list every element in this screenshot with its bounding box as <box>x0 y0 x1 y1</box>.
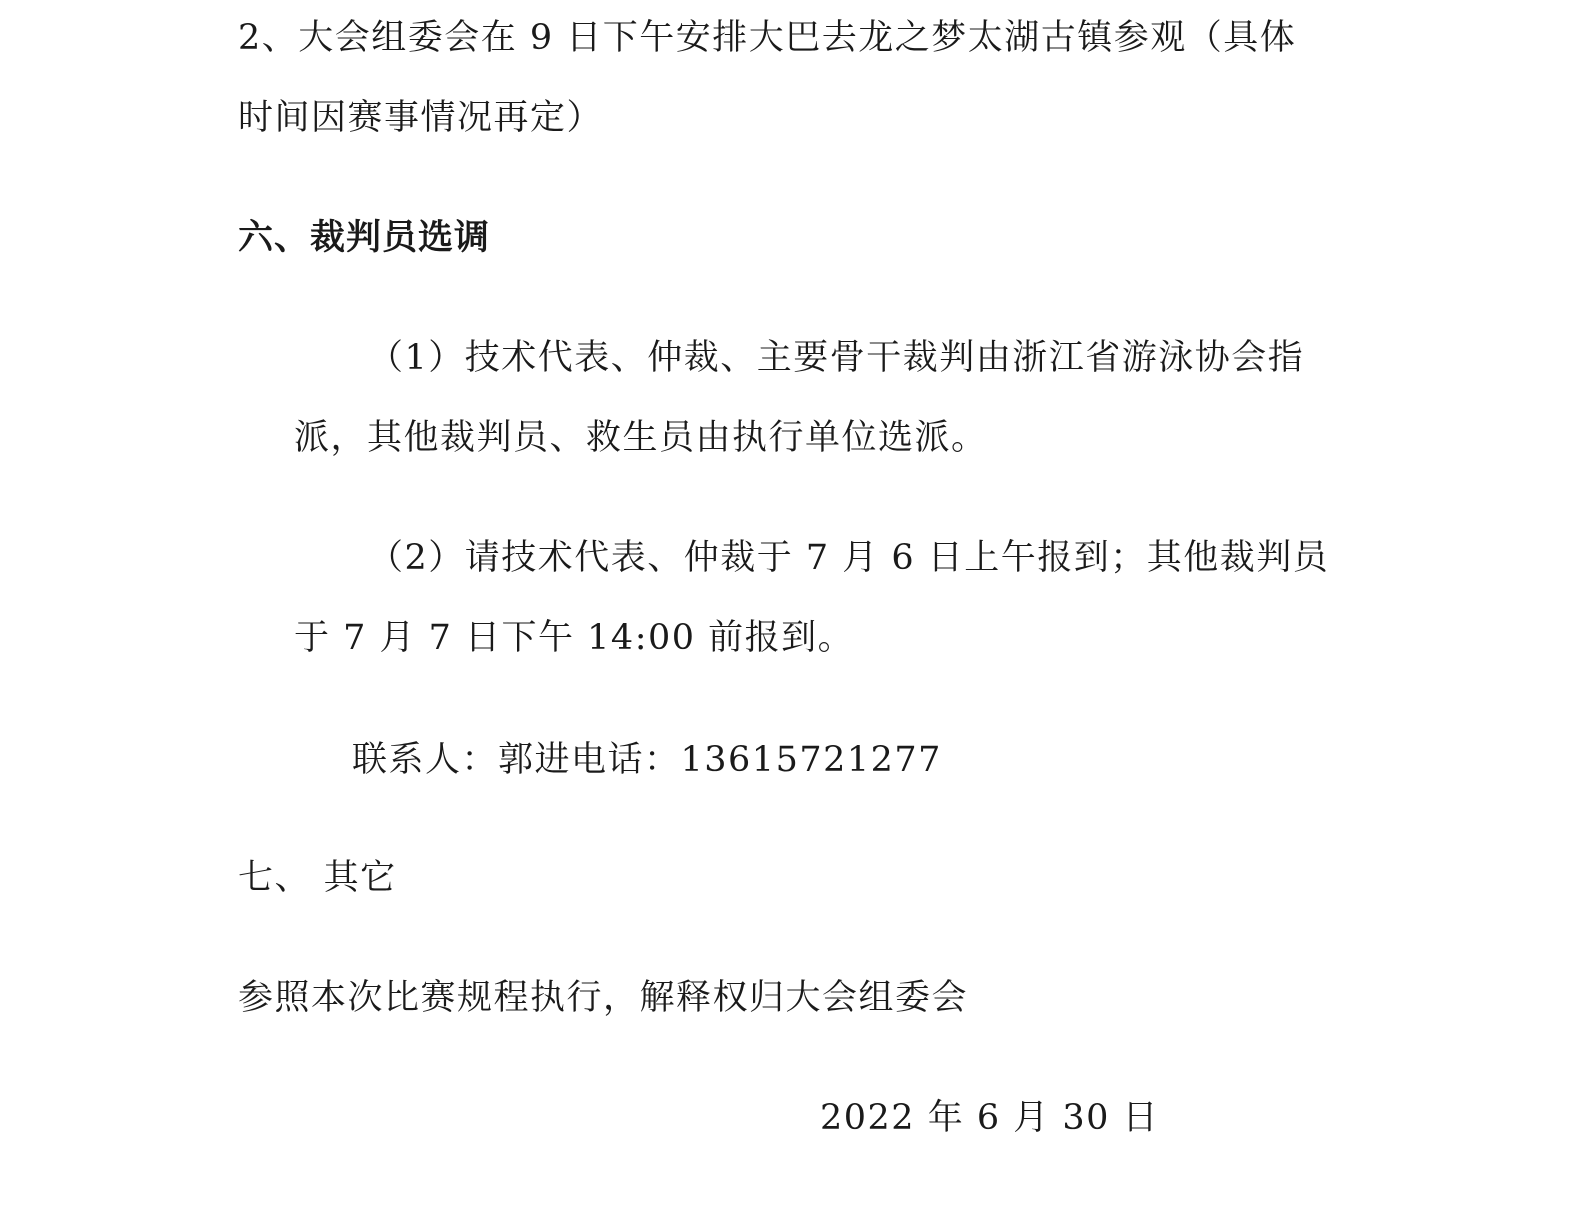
section-7-body: 参照本次比赛规程执行，解释权归大会组委会 <box>238 978 969 1018</box>
sub-item-1-line-2: 派，其他裁判员、救生员由执行单位选派。 <box>294 418 988 458</box>
section-7-heading: 七、 其它 <box>238 858 397 898</box>
document-date: 2022 年 6 月 30 日 <box>820 1098 1160 1138</box>
item-2-line-1: 2、大会组委会在 9 日下午安排大巴去龙之梦太湖古镇参观（具体 <box>238 18 1297 58</box>
sub-item-2-line-1: （2）请技术代表、仲裁于 7 月 6 日上午报到；其他裁判员 <box>368 538 1330 578</box>
item-2-line-2: 时间因赛事情况再定） <box>238 98 604 138</box>
contact-line: 联系人：郭进电话：13615721277 <box>352 740 942 780</box>
sub-item-2-line-2: 于 7 月 7 日下午 14:00 前报到。 <box>294 618 855 658</box>
sub-item-1-line-1: （1）技术代表、仲裁、主要骨干裁判由浙江省游泳协会指 <box>368 338 1305 378</box>
section-6-heading: 六、裁判员选调 <box>238 218 491 258</box>
